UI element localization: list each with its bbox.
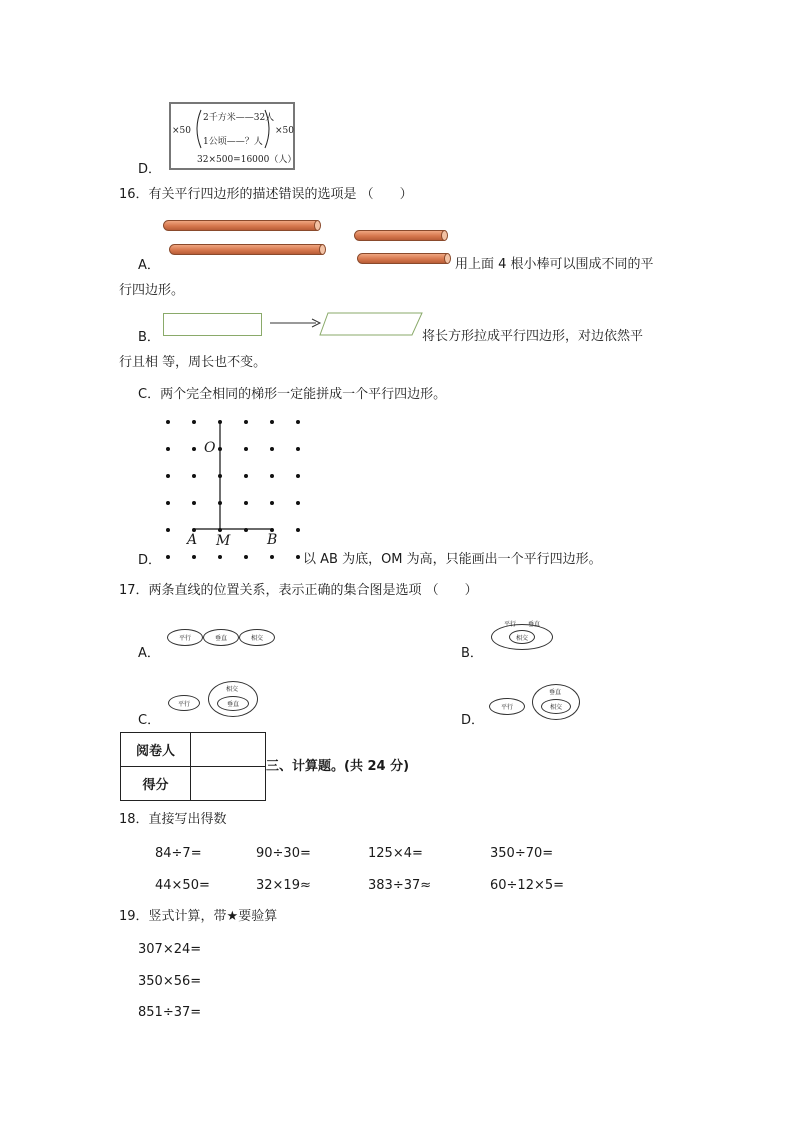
q18-item: 60÷12×5= [490, 878, 565, 893]
q18-item: 383÷37≈ [368, 878, 432, 893]
c-intersect-label: 相交 [226, 686, 239, 693]
grid-dot [166, 474, 170, 478]
b-intersect-oval: 相交 [509, 630, 535, 644]
grid-dot [192, 555, 196, 559]
q19-title: 19．竖式计算，带★要验算 [119, 909, 278, 924]
q18-item: 44×50= [155, 878, 210, 893]
q16-option-b-label[interactable]: B． [138, 330, 160, 345]
grid-dot [166, 447, 170, 451]
grid-dot [270, 501, 274, 505]
b-parallel-label: 平行 [504, 621, 517, 628]
grid-dot [192, 474, 196, 478]
q19-item: 307×24= [138, 942, 202, 957]
c-parallel-oval: 平行 [168, 695, 200, 711]
q18-item: 32×19≈ [256, 878, 311, 893]
grid-dot [270, 474, 274, 478]
grid-dot [192, 501, 196, 505]
label-a: A [187, 532, 198, 548]
b-perpendicular-label: 垂直 [528, 621, 541, 628]
grid-dot [270, 447, 274, 451]
q18-item: 84÷7= [155, 846, 202, 861]
q17-option-d-label[interactable]: D． [461, 713, 485, 728]
q16-question: 16．有关平行四边形的描述错误的选项是 （ ） [119, 187, 413, 202]
q16-option-d-text: 以 AB 为底，OM 为高，只能画出一个平行四边形。 [303, 552, 602, 567]
q16-option-a-text2: 行四边形。 [119, 283, 185, 298]
grid-dot [218, 474, 222, 478]
grid-dot [218, 447, 222, 451]
dot-grid [160, 412, 310, 568]
q16-option-c[interactable]: C．两个完全相同的梯形一定能拼成一个平行四边形。 [138, 387, 447, 402]
grid-dot [218, 420, 222, 424]
q16-option-b-text: 将长方形拉成平行四边形，对边依然平 [422, 329, 644, 344]
a-intersect-oval: 相交 [239, 629, 275, 646]
note-line1: 2千方米——32人 [203, 113, 275, 123]
reviewer-input-cell[interactable] [191, 733, 266, 767]
grid-dot [166, 555, 170, 559]
note-line3: 32×500=16000（人） [197, 155, 297, 165]
q16-option-d-label[interactable]: D． [138, 553, 162, 568]
grid-dot [218, 528, 222, 532]
q18-item: 90÷30= [256, 846, 311, 861]
grid-dot [296, 420, 300, 424]
q16-option-a-text: 用上面 4 根小棒可以围成不同的平 [455, 257, 654, 272]
reviewer-cell: 阅卷人 [121, 733, 191, 767]
q16-option-a-label[interactable]: A． [138, 258, 160, 273]
d-parallel-oval: 平行 [489, 698, 525, 715]
grid-dot [270, 420, 274, 424]
stick-short-1 [354, 230, 446, 241]
d-intersect-oval: 相交 [541, 699, 571, 714]
note-line2: 1公顷——？人 [203, 137, 263, 147]
label-b: B [267, 532, 278, 548]
q17-option-a-label[interactable]: A． [138, 646, 160, 661]
score-input-cell[interactable] [191, 767, 266, 801]
grid-dot [192, 420, 196, 424]
grid-dot [244, 555, 248, 559]
q19-item: 350×56= [138, 974, 202, 989]
grid-dot [296, 447, 300, 451]
stick-short-2 [357, 253, 449, 264]
q15-note-box [169, 102, 295, 170]
grid-dot [296, 528, 300, 532]
q18-title: 18．直接写出得数 [119, 812, 227, 827]
grid-dot [166, 501, 170, 505]
note-left: ×50 [172, 126, 191, 136]
grid-dot [270, 555, 274, 559]
grid-dot [296, 474, 300, 478]
grid-dot [244, 501, 248, 505]
grid-dot [166, 420, 170, 424]
grid-dot [244, 420, 248, 424]
q16-option-b-text2: 行且相 等，周长也不变。 [119, 355, 267, 370]
a-parallel-oval: 平行 [167, 629, 203, 646]
q15-option-d-label[interactable]: D． [138, 162, 162, 177]
section3-title: 三、计算题。(共 24 分) [266, 759, 410, 774]
left-bracket-icon [191, 108, 203, 150]
grid-dot [244, 474, 248, 478]
grid-dot [192, 447, 196, 451]
arrow-right-icon [268, 316, 322, 330]
q18-item: 125×4= [368, 846, 423, 861]
parallelogram-shape [318, 311, 424, 337]
label-m: M [216, 533, 231, 549]
stick-long-1 [163, 220, 319, 231]
d-perpendicular-label: 垂直 [549, 689, 562, 696]
q18-item: 350÷70= [490, 846, 554, 861]
q19-item: 851÷37= [138, 1005, 202, 1020]
grid-dot [296, 555, 300, 559]
label-o: O [204, 440, 216, 456]
grid-dot [296, 501, 300, 505]
score-cell: 得分 [121, 767, 191, 801]
grid-dot [166, 528, 170, 532]
grid-dot [244, 528, 248, 532]
right-bracket-icon [263, 108, 275, 150]
rectangle-shape [163, 313, 262, 336]
grid-lines [160, 412, 310, 568]
grid-dot [244, 447, 248, 451]
c-perpendicular-oval: 垂直 [217, 696, 249, 711]
q17-question: 17．两条直线的位置关系，表示正确的集合图是选项 （ ） [119, 583, 478, 598]
grid-dot [218, 501, 222, 505]
grid-dot [218, 555, 222, 559]
stick-long-2 [169, 244, 324, 255]
score-table [120, 732, 266, 801]
q17-option-c-label[interactable]: C． [138, 713, 161, 728]
a-perpendicular-oval: 垂直 [203, 629, 239, 646]
note-right: ×50 [275, 126, 294, 136]
q17-option-b-label[interactable]: B． [461, 646, 483, 661]
